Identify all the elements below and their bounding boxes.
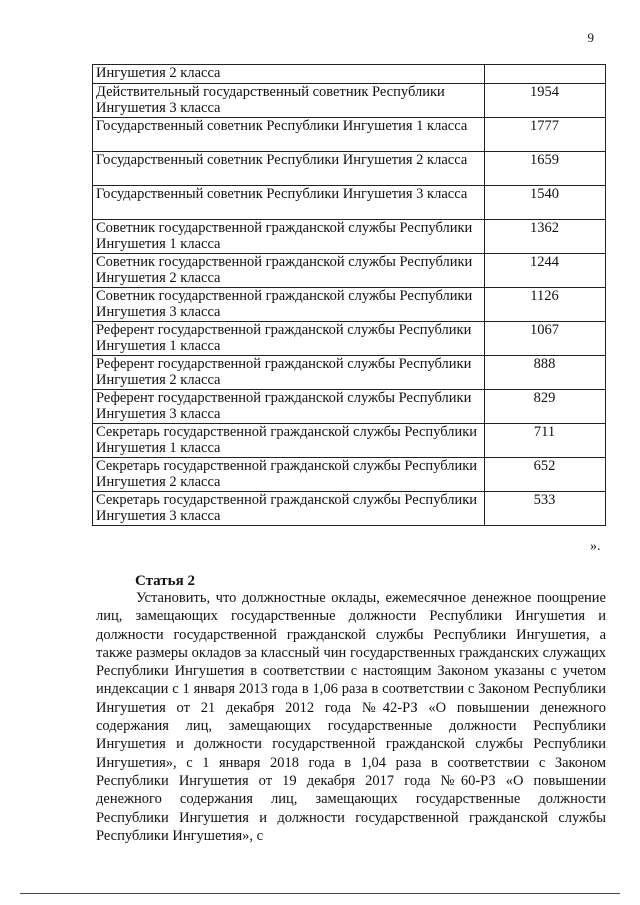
table-row (93, 65, 606, 84)
table-row (93, 288, 606, 322)
salary-cell: 1540 (485, 186, 606, 220)
page-number: 9 (587, 30, 594, 45)
salary-cell: 1954 (485, 84, 606, 118)
table-row (93, 458, 606, 492)
bottom-edge-line (20, 893, 620, 894)
table-row (93, 152, 606, 186)
rank-name-cell: Референт государственной гражданской службы Республики Ингушетия 3 класса (93, 390, 485, 424)
table-row (93, 424, 606, 458)
table-row (93, 254, 606, 288)
rank-name-cell: Государственный советник Республики Ингушетия 2 класса (93, 152, 485, 186)
article-body: Установить, что должностные оклады, ежемесячное денежное поощрение лиц, замещающих государственные должности Республики Ингушетия и должности государственной гражданской службы Республики Ингушетия, а также размеры окладов за классный чин государственных гражданских служащих Республики Ингушетия в соответствии с настоящим Законом указаны с учетом индексации с 1 января 2013 года в 1,06 раза в соответствии с Законом Республики Ингушетия от 21 декабря 2012 года №42-РЗ «О повышении денежного содержания лиц, замещающих государственные должности Республики Ингушетия и должности государственной гражданской службы Республики Ингушетия», с 1 января 2018 года в 1,04 раза в соответствии с Законом Республики Ингушетия от 19 декабря 2017 года №60-РЗ «О повышении денежного содержания лиц, замещающих государственные должности Республики Ингушетия и должности государственной гражданской службы Республики Ингушетия», с (96, 590, 606, 844)
salary-cell: 888 (485, 356, 606, 390)
rank-name-cell: Секретарь государственной гражданской службы Республики Ингушетия 1 класса (93, 424, 485, 458)
rank-salary-table (92, 64, 606, 526)
rank-name-cell: Ингушетия 2 класса (93, 65, 485, 84)
salary-cell: 1244 (485, 254, 606, 288)
table-row (93, 356, 606, 390)
rank-name-cell: Советник государственной гражданской службы Республики Ингушетия 2 класса (93, 254, 485, 288)
rank-name-cell: Советник государственной гражданской службы Республики Ингушетия 3 класса (93, 288, 485, 322)
salary-cell (485, 65, 606, 84)
table-row (93, 220, 606, 254)
table-row (93, 390, 606, 424)
rank-name-cell: Референт государственной гражданской службы Республики Ингушетия 2 класса (93, 356, 485, 390)
rank-name-cell: Советник государственной гражданской службы Республики Ингушетия 1 класса (93, 220, 485, 254)
salary-cell: 1659 (485, 152, 606, 186)
closing-quote-mark: ». (590, 539, 601, 554)
salary-cell: 711 (485, 424, 606, 458)
table-row (93, 84, 606, 118)
salary-cell: 1126 (485, 288, 606, 322)
rank-name-cell: Секретарь государственной гражданской службы Республики Ингушетия 3 класса (93, 492, 485, 526)
salary-cell: 1362 (485, 220, 606, 254)
rank-name-cell: Референт государственной гражданской службы Республики Ингушетия 1 класса (93, 322, 485, 356)
rank-name-cell: Государственный советник Республики Ингушетия 1 класса (93, 118, 485, 152)
table-row (93, 186, 606, 220)
salary-cell: 1777 (485, 118, 606, 152)
salary-cell: 829 (485, 390, 606, 424)
table-row (93, 492, 606, 526)
salary-cell: 652 (485, 458, 606, 492)
article-title: Статья 2 (135, 573, 195, 589)
salary-cell: 1067 (485, 322, 606, 356)
rank-name-cell: Секретарь государственной гражданской службы Республики Ингушетия 2 класса (93, 458, 485, 492)
rank-name-cell: Действительный государственный советник Республики Ингушетия 3 класса (93, 84, 485, 118)
salary-cell: 533 (485, 492, 606, 526)
rank-name-cell: Государственный советник Республики Ингушетия 3 класса (93, 186, 485, 220)
table-row (93, 118, 606, 152)
table-row (93, 322, 606, 356)
